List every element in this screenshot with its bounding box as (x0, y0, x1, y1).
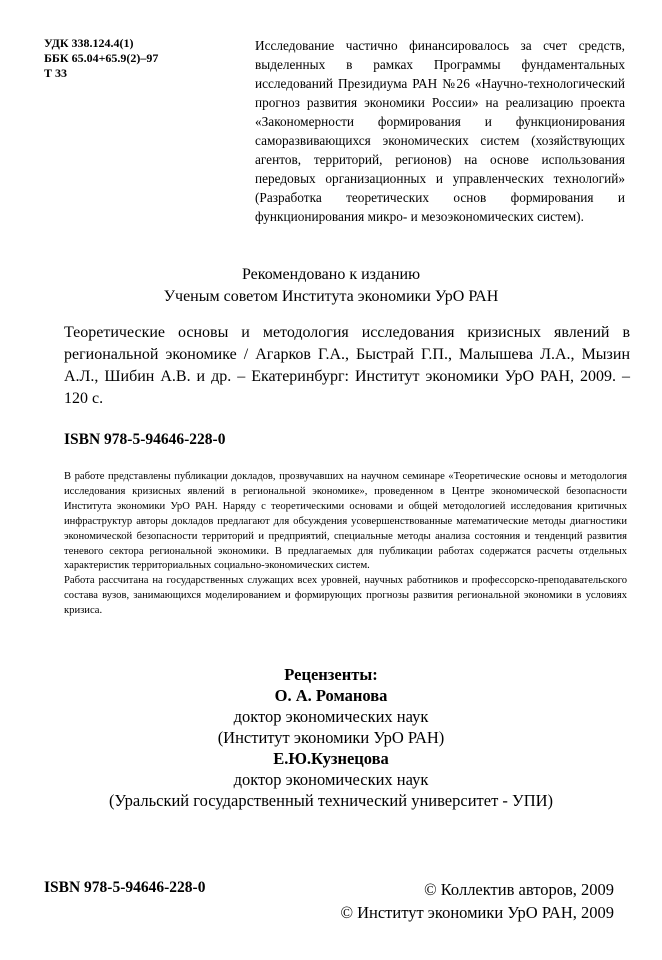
reviewer-2-organization: (Уральский государственный технический университет - УПИ) (108, 791, 554, 810)
reviewer-1-degree: доктор экономических наук (233, 707, 429, 726)
author-mark: Т 33 (44, 66, 68, 80)
recommendation-line-1: Рекомендовано к изданию (241, 266, 421, 283)
isbn-top: ISBN 978-5-94646-228-0 (64, 431, 226, 448)
reviewers-heading: Рецензенты: (284, 665, 378, 684)
copyright-block (340, 878, 614, 924)
copyright-institute: © Институт экономики УрО РАН, 2009 (340, 903, 614, 922)
bibliographic-citation: Теоретические основы и методология исследования кризисных явлений в региональной экономике / Агарков Г.А., Быстрай Г.П., Малышева Л.А., Мызин А.Л., Шибин А.В. и др. – Екатеринбург: Институт экономики УрО РАН, 2009. – 120 с. (64, 324, 630, 407)
recommendation-line-2: Ученым советом Института экономики УрО РАН (163, 288, 499, 305)
funding-note: Исследование частично финансировалось за счет средств, выделенных в рамках Программы фундаментальных исследований Президиума РАН №26 «Научно-технологический прогноз развития экономики России» на реализацию проекта «Закономерности формирования и функционирования саморазвивающихся экономических систем (хозяйствующих агентов, территорий, регионов) на основе использования передовых организационных и управленческих технологий» (Разработка теоретических основ формирования и функционирования микро- и мезоэкономических систем). (255, 38, 625, 224)
classification-codes (44, 36, 158, 81)
reviewer-1-name: О. А. Романова (274, 686, 388, 705)
bbk-code: ББК 65.04+65.9(2)–97 (44, 51, 159, 65)
reviewer-2-name: Е.Ю.Кузнецова (273, 749, 389, 768)
reviewers-block (0, 664, 662, 811)
udc-code: УДК 338.124.4(1) (44, 36, 134, 50)
isbn-bottom: ISBN 978-5-94646-228-0 (44, 879, 206, 896)
abstract-paragraph-1: В работе представлены публикации докладов, прозвучавших на научном семинаре «Теоретические основы и методология исследования кризисных явлений в региональной экономике», проведенном в Центре экономической безопасности Института экономики УрО РАН. Наряду с теоретическими основами и общей методологией исследования критичных инфраструктур авторы докладов предлагают для обсуждения усовершенствованные математические методы диагностики экономической безопасности территорий и предприятий, специальные методы анализа состояния и тенденций развития теневого сектора региональной экономики. В предлагаемых для публикации работах содержатся расчеты отдельных характеристик территориальных социально-экономических систем. (64, 471, 627, 572)
abstract (64, 470, 627, 619)
recommendation (0, 264, 662, 308)
reviewer-1-organization: (Институт экономики УрО РАН) (217, 728, 445, 747)
abstract-paragraph-2: Работа рассчитана на государственных служащих всех уровней, научных работников и профессорско-преподавательского состава вузов, занимающихся моделированием и формирующих прогнозы развития региональной экономики в условиях кризиса. (64, 575, 627, 617)
copyright-authors: © Коллектив авторов, 2009 (424, 880, 614, 899)
reviewer-2-degree: доктор экономических наук (233, 770, 429, 789)
